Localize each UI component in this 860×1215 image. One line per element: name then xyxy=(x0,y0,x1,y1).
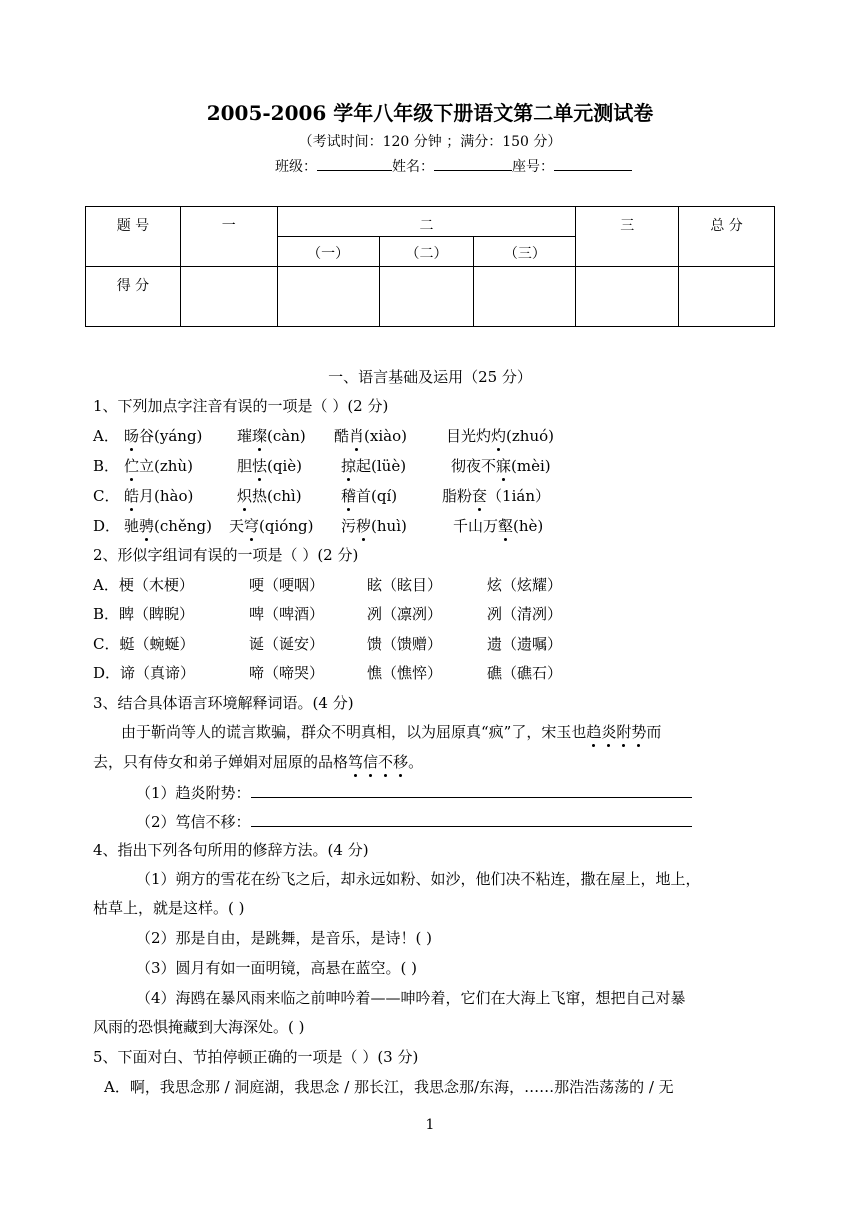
header-cell-part-three: 三 xyxy=(576,207,679,267)
question-4-sub-1-line1: （1）朔方的雪花在纷飞之后，却永远如粉、如沙，他们决不粘连，撒在屋上，地上， xyxy=(136,870,701,888)
score-row-label: 得 分 xyxy=(86,267,181,327)
question-4-sub-1-line2: 枯草上，就是这样。( ) xyxy=(93,899,245,917)
class-field[interactable] xyxy=(317,156,392,171)
score-cell[interactable] xyxy=(277,267,379,327)
answer-line[interactable] xyxy=(251,810,692,827)
question-4-sub-4-line1: （4）海鸥在暴风雨来临之前呻吟着——呻吟着，它们在大海上飞窜，想把自己对暴 xyxy=(136,989,686,1007)
page-title: 2005-2006 学年八年级下册语文第二单元测试卷 xyxy=(206,101,654,125)
score-cell[interactable] xyxy=(180,267,277,327)
question-4-stem: 4、指出下列各句所用的修辞方法。(4 分) xyxy=(93,841,369,859)
question-4-sub-4-line2: 风雨的恐惧掩藏到大海深处。( ) xyxy=(93,1018,305,1036)
score-cell[interactable] xyxy=(474,267,576,327)
header-cell-sub-2: （二） xyxy=(379,237,474,267)
question-3-sub-2: （2）笃信不移： xyxy=(136,810,692,832)
header-cell-question-number: 题 号 xyxy=(86,207,181,267)
header-cell-sub-3: （三） xyxy=(474,237,576,267)
question-5-option-a: A．啊，我思念那 / 洞庭湖，我思念 / 那长江，我思念那/东海，……那浩浩荡荡的 / 无 xyxy=(104,1078,674,1096)
page-number: 1 xyxy=(425,1117,435,1133)
class-label: 班级： xyxy=(275,159,317,175)
question-1-stem: 1、下列加点字注音有误的一项是（ ）(2 分) xyxy=(93,397,389,415)
name-field[interactable] xyxy=(434,156,512,171)
name-label: 姓名： xyxy=(392,159,434,175)
question-3-sub-1: （1）趋炎附势： xyxy=(136,781,692,803)
answer-line[interactable] xyxy=(251,781,692,798)
header-cell-sub-1: （一） xyxy=(277,237,379,267)
header-cell-total: 总 分 xyxy=(679,207,775,267)
score-cell[interactable] xyxy=(379,267,474,327)
seat-field[interactable] xyxy=(554,156,632,171)
score-cell[interactable] xyxy=(576,267,679,327)
header-cell-part-one: 一 xyxy=(180,207,277,267)
question-3-passage-line2: 去，只有侍女和弟子婵娟对屈原的品格笃信不移。 xyxy=(93,753,424,771)
question-5-stem: 5、下面对白、节拍停顿正确的一项是（ ）(3 分) xyxy=(93,1048,419,1066)
header-cell-part-two: 二 xyxy=(277,207,576,237)
section-title: 一、语言基础及运用（25 分） xyxy=(328,368,532,386)
score-table xyxy=(85,206,775,327)
seat-label: 座号： xyxy=(512,159,554,175)
student-info-line xyxy=(275,156,632,176)
question-4-sub-3: （3）圆月有如一面明镜，高悬在蓝空。( ) xyxy=(136,959,418,977)
question-2-stem: 2、形似字组词有误的一项是（ ）(2 分) xyxy=(93,546,359,564)
exam-info: （考试时间：120 分钟 ；满分：150 分） xyxy=(298,134,562,150)
question-4-sub-2: （2）那是自由，是跳舞，是音乐，是诗！( ) xyxy=(136,929,433,947)
question-3-stem: 3、结合具体语言环境解释词语。(4 分) xyxy=(93,694,354,712)
question-3-passage-line1: 由于靳尚等人的谎言欺骗，群众不明真相，以为屈原真“疯”了，宋玉也趋炎附势而 xyxy=(121,723,662,741)
score-cell[interactable] xyxy=(679,267,775,327)
